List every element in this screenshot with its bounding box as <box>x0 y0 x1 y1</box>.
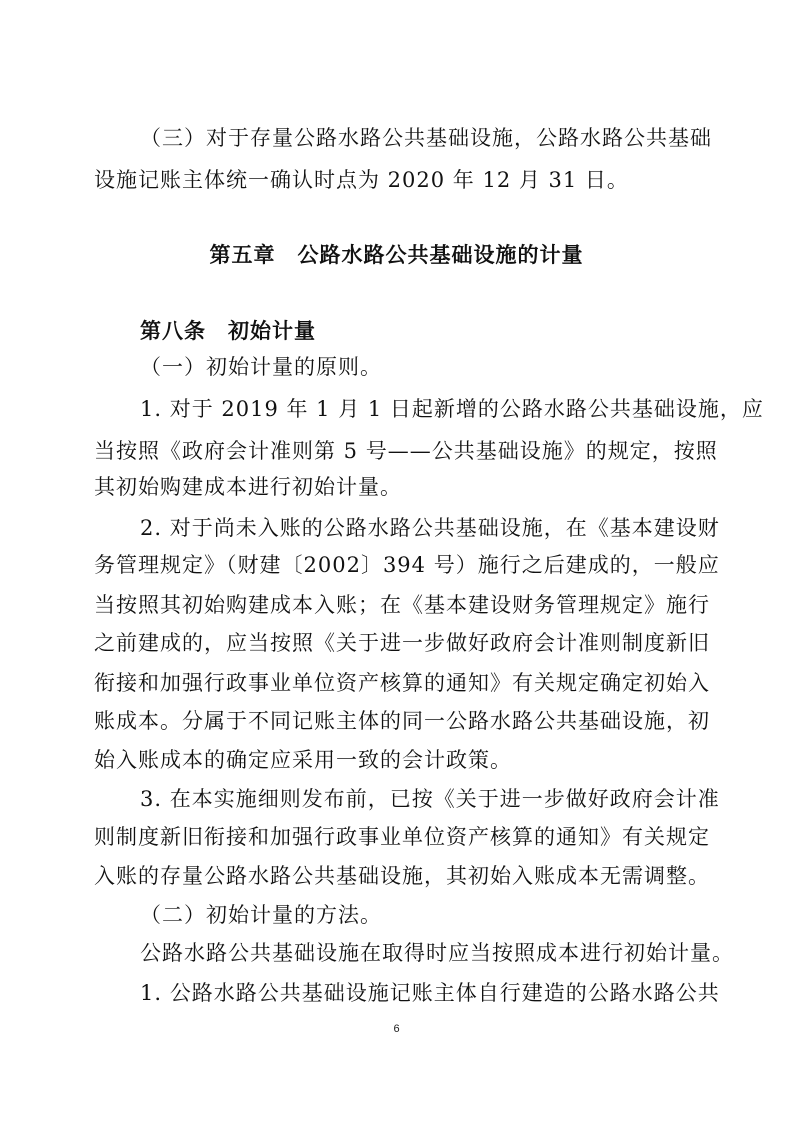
page-number: 6 <box>393 1023 400 1035</box>
paragraph-line: 3. 在本实施细则发布前，已按《关于进一步做好政府会计准 <box>140 787 720 811</box>
paragraph-line: 当按照《政府会计准则第 5 号——公共基础设施》的规定，按照 <box>94 439 718 463</box>
paragraph-line: （一）初始计量的原则。 <box>140 355 382 379</box>
paragraph-line: 入账的存量公路水路公共基础设施，其初始入账成本无需调整。 <box>94 864 710 888</box>
chapter-heading: 第五章 公路水路公共基础设施的计量 <box>209 243 584 267</box>
paragraph-line: 务管理规定》（财建〔2002〕394 号）施行之后建成的，一般应 <box>94 553 720 577</box>
paragraph-line: 当按照其初始购建成本入账；在《基本建设财务管理规定》施行 <box>94 593 710 617</box>
paragraph-line: （二）初始计量的方法。 <box>140 903 382 927</box>
paragraph-line: （三）对于存量公路水路公共基础设施，公路水路公共基础 <box>140 126 712 150</box>
paragraph-line: 则制度新旧衔接和加强行政事业单位资产核算的通知》有关规定 <box>94 825 710 849</box>
paragraph-line: 1. 对于 2019 年 1 月 1 日起新增的公路水路公共基础设施，应 <box>140 397 764 421</box>
paragraph-line: 之前建成的，应当按照《关于进一步做好政府会计准则制度新旧 <box>94 631 710 655</box>
paragraph-line: 公路水路公共基础设施在取得时应当按照成本进行初始计量。 <box>140 941 734 965</box>
paragraph-line: 账成本。分属于不同记账主体的同一公路水路公共基础设施，初 <box>94 709 710 733</box>
article-heading: 第八条 初始计量 <box>140 319 316 343</box>
paragraph-line: 2. 对于尚未入账的公路水路公共基础设施，在《基本建设财 <box>140 516 720 540</box>
paragraph-line: 1. 公路水路公共基础设施记账主体自行建造的公路水路公共 <box>140 981 720 1005</box>
paragraph-line: 衔接和加强行政事业单位资产核算的通知》有关规定确定初始入 <box>94 671 710 695</box>
paragraph-line: 始入账成本的确定应采用一致的会计政策。 <box>94 748 512 772</box>
paragraph-line: 设施记账主体统一确认时点为 2020 年 12 月 31 日。 <box>94 168 629 192</box>
paragraph-line: 其初始购建成本进行初始计量。 <box>94 475 402 499</box>
